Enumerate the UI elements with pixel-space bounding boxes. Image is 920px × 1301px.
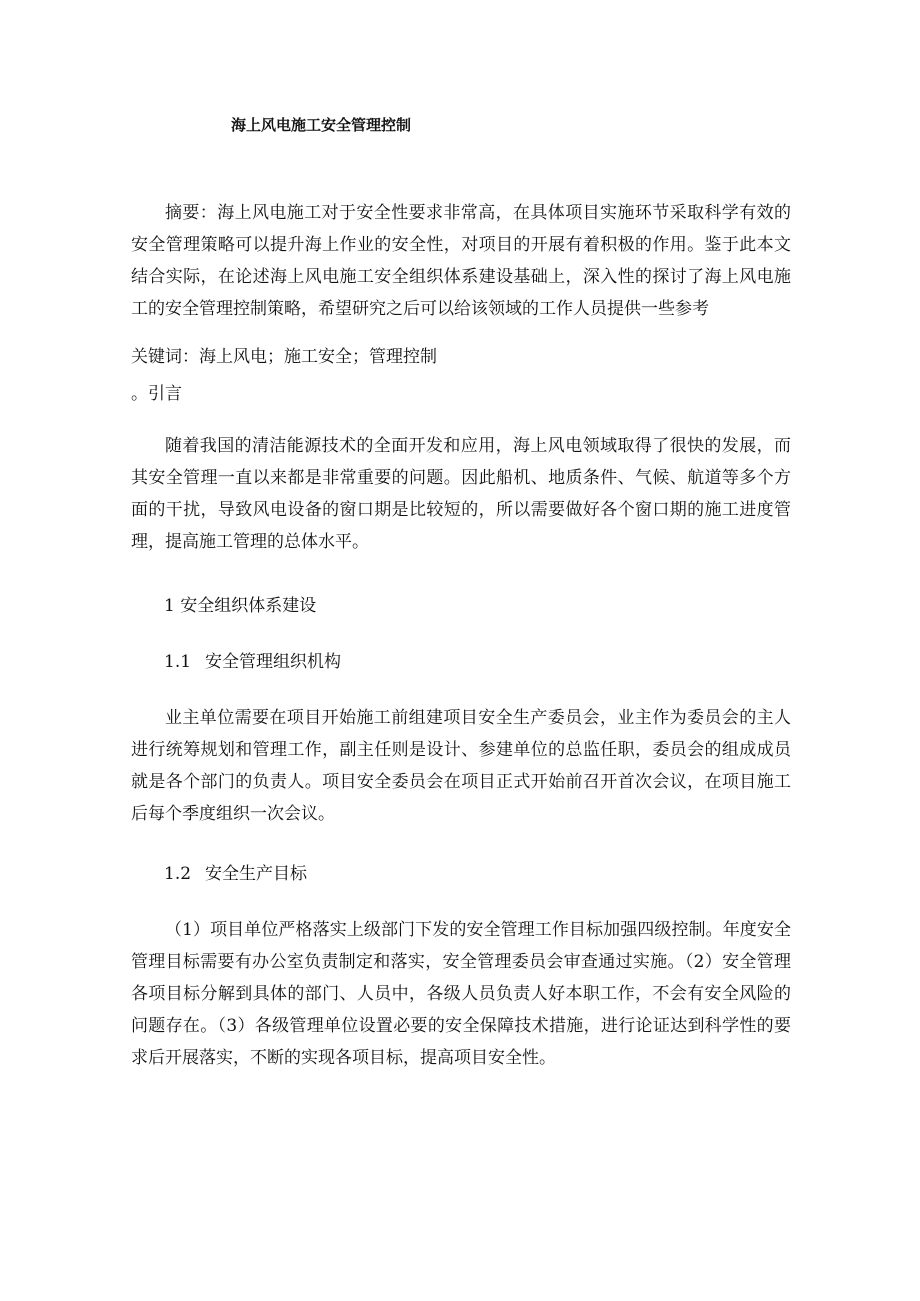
section-1-2-title: 安全生产目标 (205, 864, 308, 884)
abstract-paragraph: 摘要：海上风电施工对于安全性要求非常高，在具体项目实施环节采取科学有效的安全管理策略可以提升海上作业的安全性，对项目的开展有着积极的作用。鉴于此本文结合实际，在论述海上风电施工安全组织体系建设基础上，深入性的探讨了海上风电施工的安全管理控制策略，希望研究之后可以给该领域的工作人员提供一些参考 (131, 203, 791, 319)
section-1-1-paragraph: 业主单位需要在项目开始施工前组建项目安全生产委员会，业主作为委员会的主人进行统筹规划和管理工作，副主任则是设计、参建单位的总监任职，委员会的组成成员就是各个部门的负责人。项目安全委员会在项目正式开始前召开首次会议，在项目施工后每个季度组织一次会议。 (131, 708, 791, 824)
keywords-line: 关键词：海上风电；施工安全；管理控制 (131, 347, 437, 367)
section-1-2-paragraph: （1）项目单位严格落实上级部门下发的安全管理工作目标加强四级控制。年度安全管理目标需要有办公室负责制定和落实，安全管理委员会审查通过实施。（2）安全管理各项目标分解到具体的部门、人员中，各级人员负责人好本职工作，不会有安全风险的问题存在。（3）各级管理单位设置必要的安全保障技术措施，进行论证达到科学性的要求后开展落实，不断的实现各项目标，提高项目安全性。 (131, 920, 791, 1068)
document-title: 海上风电施工安全管理控制 (231, 116, 412, 134)
section-1-2-heading (164, 858, 307, 890)
section-1-heading: 1 安全组织体系建设 (164, 596, 317, 616)
section-1-1-title: 安全管理组织机构 (205, 652, 342, 672)
section-1-1-number: 1.1 (164, 652, 192, 672)
intro-paragraph: 随着我国的清洁能源技术的全面开发和应用，海上风电领域取得了很快的发展，而其安全管理一直以来都是非常重要的问题。因此船机、地质条件、气候、航道等多个方面的干扰，导致风电设备的窗口期是比较短的，所以需要做好各个窗口期的施工进度管理，提高施工管理的总体水平。 (131, 436, 791, 552)
section-1-1-heading (164, 646, 341, 678)
section-1-2-number: 1.2 (164, 864, 192, 884)
intro-heading: 。引言 (131, 384, 182, 404)
